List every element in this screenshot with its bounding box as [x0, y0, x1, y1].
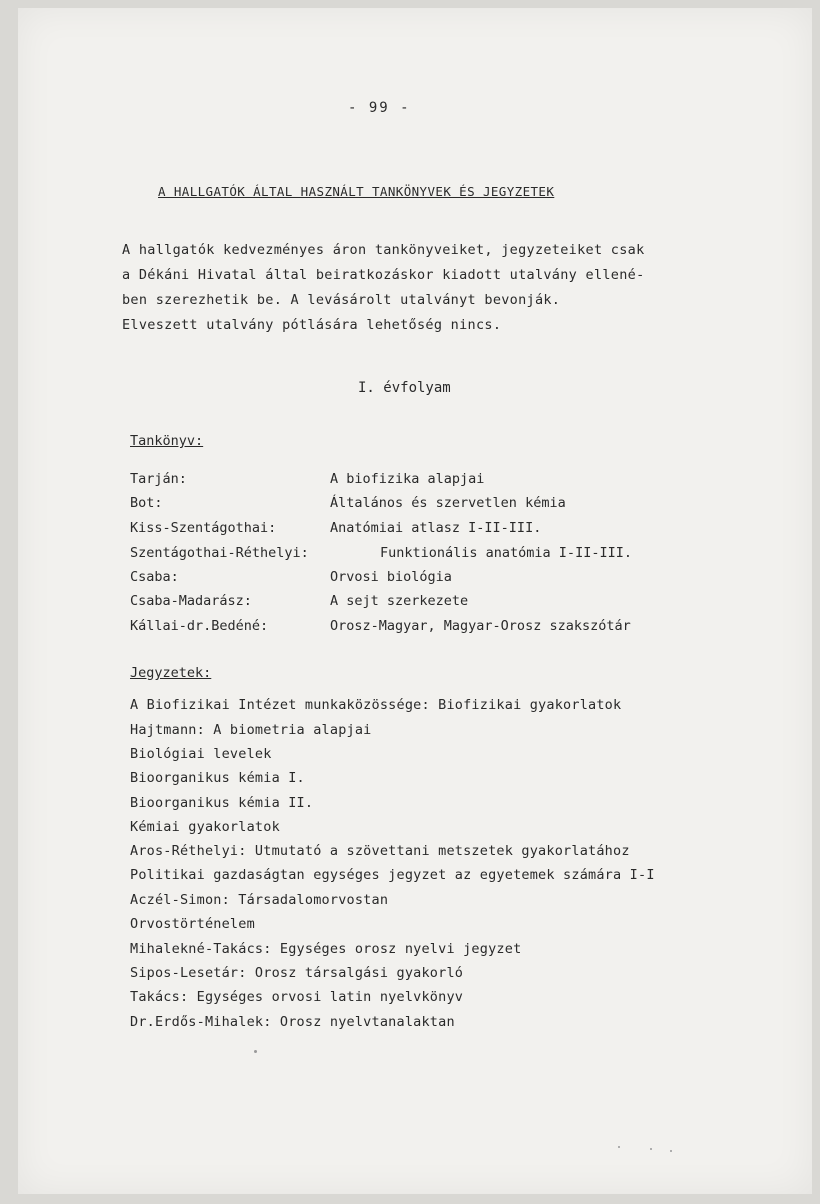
- textbook-author: Csaba:: [130, 569, 179, 585]
- paper-speck: [254, 1050, 257, 1053]
- note-line: Aros-Réthelyi: Utmutató a szövettani metszetek gyakorlatához: [130, 843, 630, 859]
- note-line: Dr.Erdős-Mihalek: Orosz nyelvtanalaktan: [130, 1014, 455, 1030]
- note-line: Hajtmann: A biometria alapjai: [130, 722, 372, 738]
- section-heading: I. évfolyam: [358, 380, 451, 396]
- note-line: Bioorganikus kémia I.: [130, 770, 305, 786]
- notes-heading: Jegyzetek:: [130, 665, 212, 681]
- note-line: Biológiai levelek: [130, 746, 272, 762]
- intro-line: a Dékáni Hivatal által beiratkozáskor kiadott utalvány ellené-: [122, 267, 645, 283]
- intro-line: ben szerezhetik be. A levásárolt utalványt bevonják.: [122, 292, 561, 308]
- textbook-author: Tarján:: [130, 471, 187, 487]
- note-line: Politikai gazdaságtan egységes jegyzet az egyetemek számára I-I: [130, 867, 655, 883]
- document-page: [18, 8, 812, 1194]
- note-line: Takács: Egységes orvosi latin nyelvkönyv: [130, 989, 464, 1005]
- textbook-author: Bot:: [130, 495, 163, 511]
- textbook-title: Anatómiai atlasz I-II-III.: [330, 520, 542, 536]
- textbook-title: Általános és szervetlen kémia: [330, 495, 566, 511]
- textbook-author: Csaba-Madarász:: [130, 593, 252, 609]
- paper-speck: [618, 1146, 620, 1148]
- note-line: Bioorganikus kémia II.: [130, 795, 314, 811]
- textbook-title: A biofizika alapjai: [330, 471, 485, 487]
- textbook-author: Kállai-dr.Bedéné:: [130, 618, 269, 634]
- page-number: - 99 -: [348, 100, 411, 116]
- intro-line: A hallgatók kedvezményes áron tankönyveiket, jegyzeteiket csak: [122, 242, 645, 258]
- textbook-title: Funktionális anatómia I-II-III.: [380, 545, 632, 561]
- textbooks-heading: Tankönyv:: [130, 433, 204, 449]
- note-line: Mihalekné-Takács: Egységes orosz nyelvi jegyzet: [130, 941, 522, 957]
- note-line: Sipos-Lesetár: Orosz társalgási gyakorló: [130, 965, 464, 981]
- textbook-title: Orosz-Magyar, Magyar-Orosz szakszótár: [330, 618, 631, 634]
- note-line: Kémiai gyakorlatok: [130, 819, 280, 835]
- document-title: A HALLGATÓK ÁLTAL HASZNÁLT TANKÖNYVEK ÉS JEGYZETEK: [158, 184, 555, 199]
- textbook-title: A sejt szerkezete: [330, 593, 469, 609]
- paper-speck: [650, 1148, 652, 1150]
- note-line: Aczél-Simon: Társadalomorvostan: [130, 892, 389, 908]
- textbook-title: Orvosi biológia: [330, 569, 452, 585]
- textbook-author: Kiss-Szentágothai:: [130, 520, 277, 536]
- textbook-author: Szentágothai-Réthelyi:: [130, 545, 309, 561]
- note-line: Orvostörténelem: [130, 916, 255, 932]
- paper-speck: [670, 1150, 672, 1152]
- intro-line: Elveszett utalvány pótlására lehetőség nincs.: [122, 317, 502, 333]
- note-line: A Biofizikai Intézet munkaközössége: Biofizikai gyakorlatok: [130, 697, 622, 713]
